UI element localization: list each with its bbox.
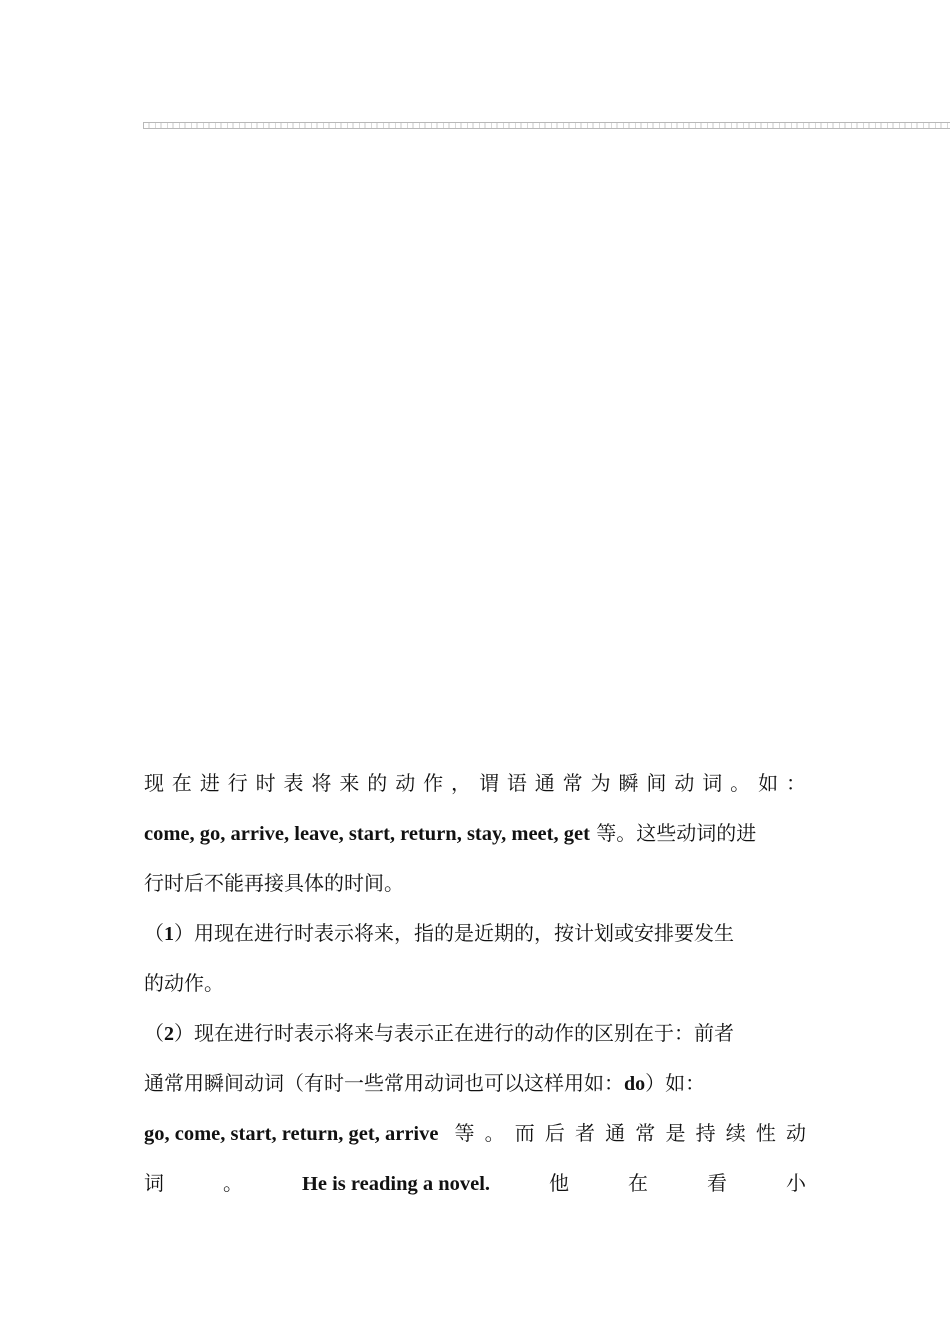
text-segment: 他 (549, 1171, 570, 1195)
example-word: do (624, 1073, 646, 1095)
list-item-2 (144, 1015, 806, 1051)
paragraph-line (144, 965, 806, 1001)
verb-list: come, go, arrive, leave, start, return, stay, meet, get (144, 823, 590, 845)
example-sentence: He is reading a novel. (301, 1173, 491, 1195)
list-paren: （ (144, 1021, 164, 1045)
text-segment: 现 在 进 行 时 表 将 来 的 动 作 ， 谓 语 通 常 为 瞬 间 动 词 。 如 ： (144, 771, 806, 795)
text-segment: 小 (785, 1171, 806, 1195)
verb-list: go, come, start, return, get, arrive (144, 1123, 439, 1145)
text-segment: ）如： (645, 1071, 706, 1095)
text-segment: 等。这些动词的进 (589, 821, 757, 845)
paragraph-line (144, 865, 806, 901)
list-number: 1 (164, 923, 174, 945)
text-segment: 的动作。 (144, 971, 224, 995)
paragraph-line (144, 1065, 806, 1101)
text-segment: 在 (628, 1171, 648, 1195)
text-segment: 通常用瞬间动词（有时一些常用动词也可以这样用如： (144, 1071, 624, 1095)
text-segment: ）用现在进行时表示将来，指的是近期的，按计划或安排要发生 (174, 921, 734, 945)
paragraph-line (144, 815, 806, 851)
list-number: 2 (164, 1023, 174, 1045)
text-segment: 等 。 而 后 者 通 常 是 持 续 性 动 (454, 1121, 806, 1145)
paragraph-line (144, 765, 806, 801)
text-segment: 。 (222, 1171, 243, 1195)
text-segment: 看 (706, 1171, 727, 1195)
list-item-1 (144, 915, 806, 951)
text-segment: 行时后不能再接具体的时间。 (144, 871, 404, 895)
text-segment: ）现在进行时表示将来与表示正在进行的动作的区别在于：前者 (174, 1021, 734, 1045)
paragraph-line (144, 1165, 806, 1201)
paragraph-line (144, 1115, 806, 1151)
text-segment: 词 (144, 1171, 164, 1195)
list-paren: （ (144, 921, 164, 945)
page-top-rule (143, 122, 950, 129)
